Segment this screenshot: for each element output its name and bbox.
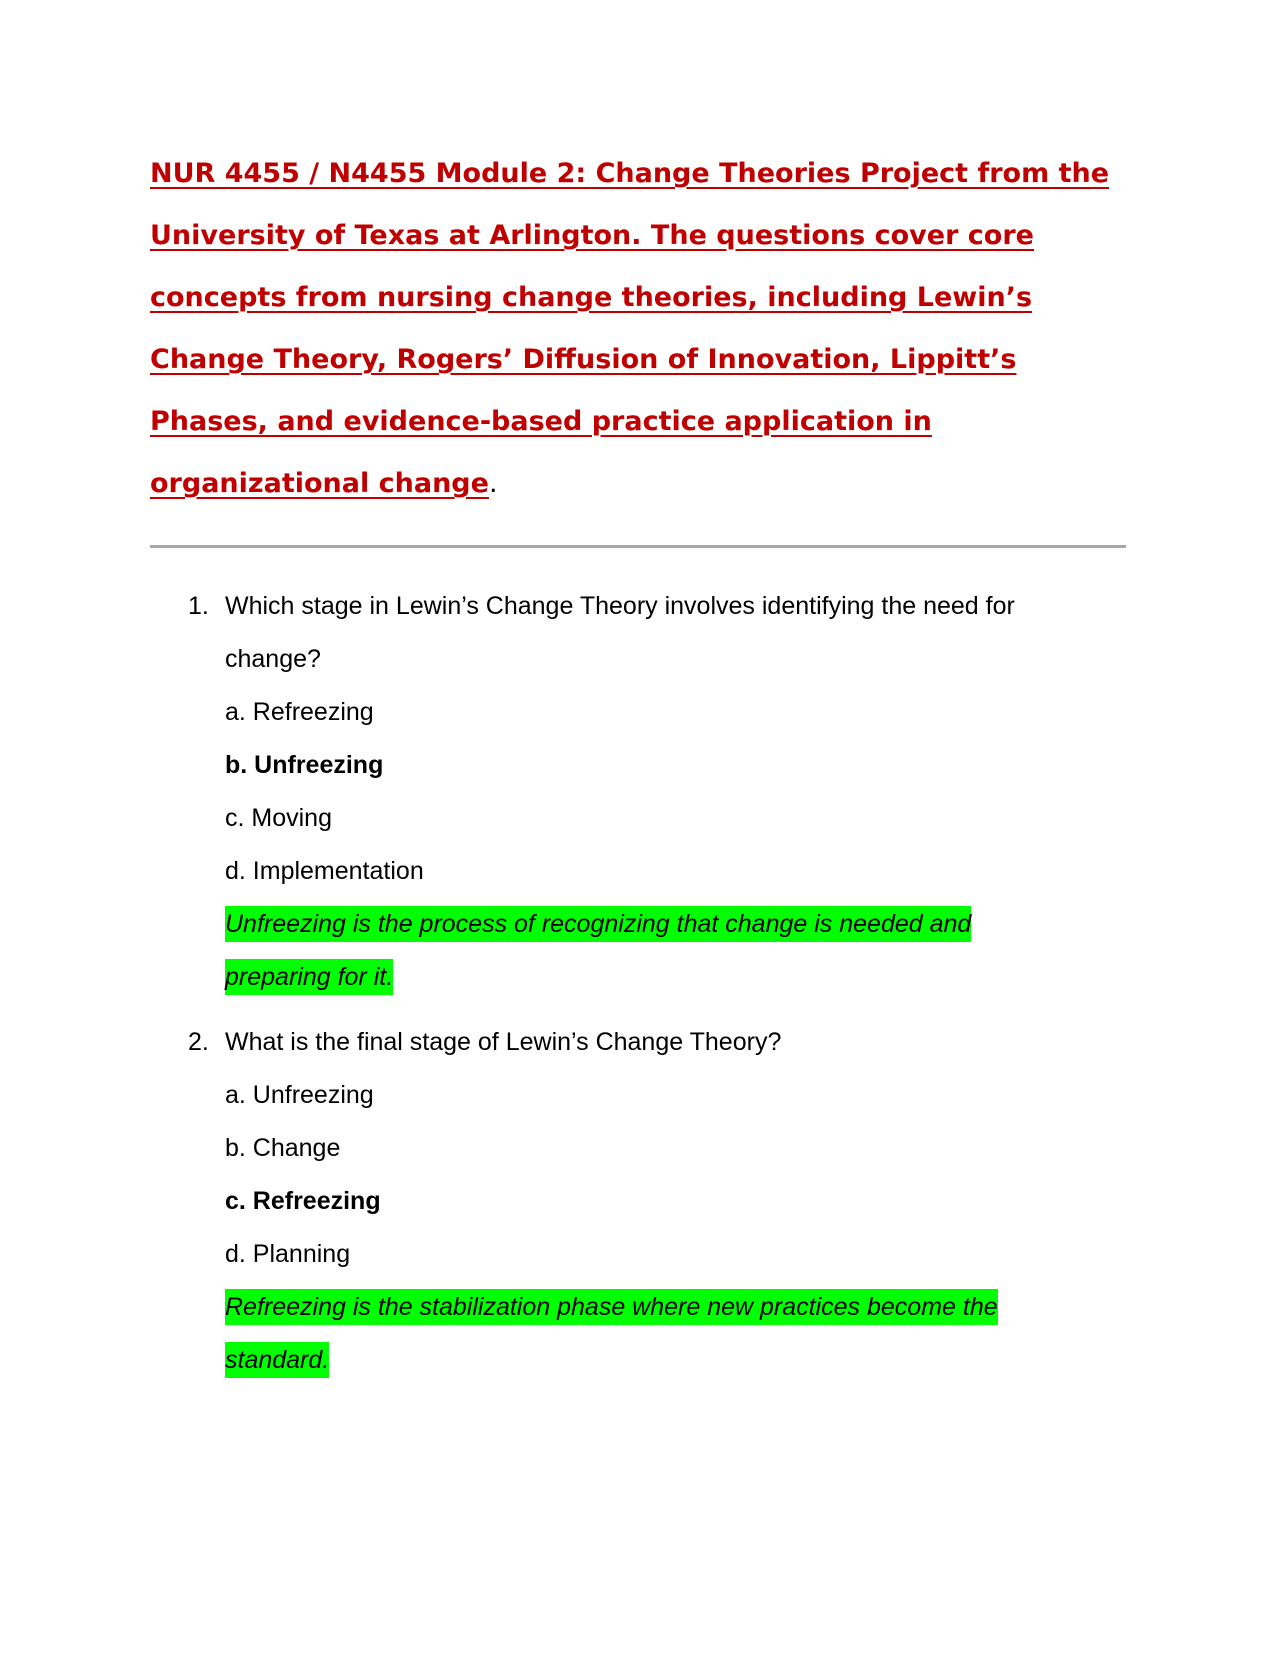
explanation-highlight: Refreezing is the stabilization phase where new practices become the standard. xyxy=(225,1289,998,1378)
document-title-period: . xyxy=(488,468,498,499)
answer-option: d. Implementation xyxy=(225,857,424,885)
explanation-highlight: Unfreezing is the process of recognizing that change is needed and preparing for it. xyxy=(225,906,971,995)
question-item xyxy=(0,580,1280,1004)
question-number: 2. xyxy=(188,1028,209,1056)
document-title xyxy=(150,143,1140,515)
question-body xyxy=(225,1016,1105,1387)
answer-option-correct: c. Refreezing xyxy=(225,1187,381,1215)
document-title-text: NUR 4455 / N4455 Module 2: Change Theories Project from the University of Texas at Arlington. The questions cover core concepts from nursing change theories, including Lewin’s Change Theory, Rogers’ Diffusion of Innovation, Lippitt’s Phases, and evidence-based practice application in organizational change xyxy=(150,158,1110,499)
answer-option: a. Refreezing xyxy=(225,698,374,726)
question-list xyxy=(0,580,1280,1399)
answer-option: a. Unfreezing xyxy=(225,1081,374,1109)
answer-option: c. Moving xyxy=(225,804,332,832)
horizontal-divider xyxy=(150,545,1126,548)
answer-option: b. Change xyxy=(225,1134,341,1162)
question-item xyxy=(0,1016,1280,1387)
answer-explanation xyxy=(225,1281,1045,1387)
question-text: Which stage in Lewin’s Change Theory involves identifying the need for change? xyxy=(225,592,1015,673)
answer-explanation xyxy=(225,898,1045,1004)
question-number: 1. xyxy=(188,592,209,620)
answer-option-correct: b. Unfreezing xyxy=(225,751,384,779)
question-body xyxy=(225,580,1105,1004)
answer-option: d. Planning xyxy=(225,1240,351,1268)
question-text: What is the final stage of Lewin’s Change Theory? xyxy=(225,1028,782,1056)
